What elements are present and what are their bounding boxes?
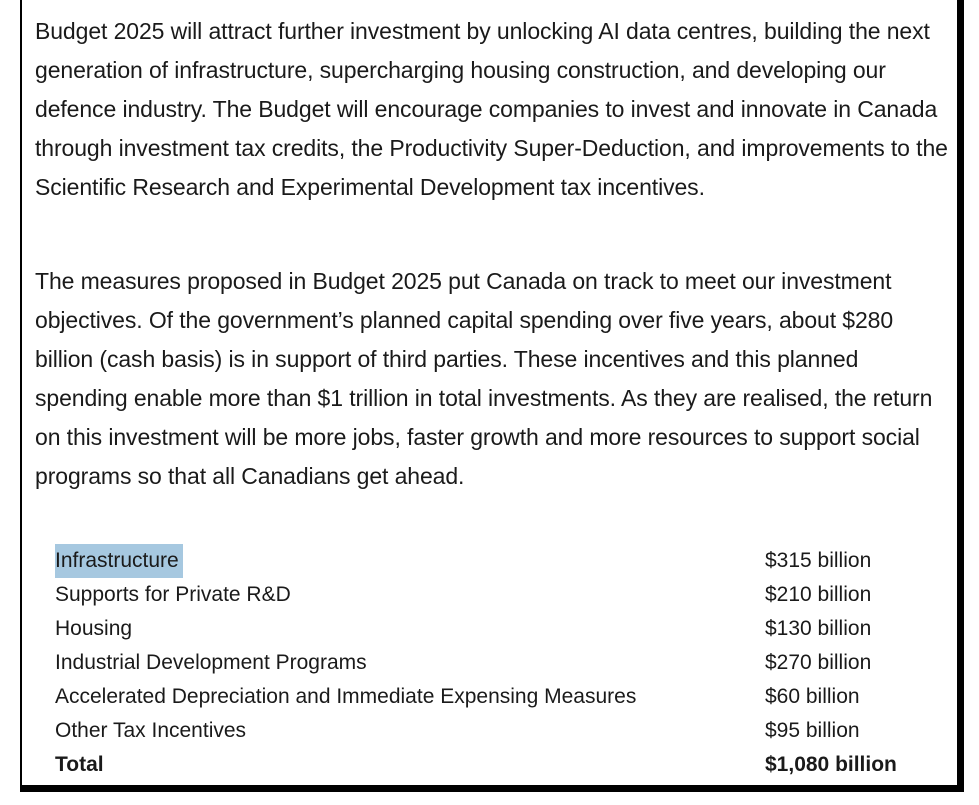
table-row — [55, 612, 935, 646]
table-row — [55, 714, 935, 748]
row-label: Accelerated Depreciation and Immediate Expensing Measures — [55, 685, 637, 708]
row-label: Housing — [55, 617, 133, 640]
row-label: Other Tax Incentives — [55, 719, 247, 742]
row-value: $315 billion — [765, 549, 872, 572]
row-value: $130 billion — [765, 617, 872, 640]
total-label: Total — [55, 753, 104, 776]
row-value: $60 billion — [765, 685, 860, 708]
table-row — [55, 680, 935, 714]
document-frame — [20, 0, 964, 792]
table-row — [55, 578, 935, 612]
paragraph-investment-intro: Budget 2025 will attract further investment by unlocking AI data centres, building the next generation of infrastructure, supercharging housing construction, and developing our defence industry. The Budget will encourage companies to invest and innovate in Canada through investment tax credits, the Productivity Super-Deduction, and improvements to the Scientific Research and Experimental Development tax incentives. — [35, 18, 948, 200]
table-total-row — [55, 748, 935, 782]
row-value: $95 billion — [765, 719, 860, 742]
investment-table — [55, 544, 935, 782]
row-value: $270 billion — [765, 651, 872, 674]
table-row — [55, 646, 935, 680]
row-value: $210 billion — [765, 583, 872, 606]
total-value: $1,080 billion — [765, 753, 897, 776]
paragraph-investment-objectives: The measures proposed in Budget 2025 put Canada on track to meet our investment objectives. Of the government’s planned capital spending over five years, about $280 billion (cash basis) is in support of third parties. These incentives and this planned spending enable more than $1 trillion in total investments. As they are realised, the return on this investment will be more jobs, faster growth and more resources to support social programs so that all Canadians get ahead. — [35, 268, 933, 489]
table-row — [55, 544, 935, 578]
row-label: Industrial Development Programs — [55, 651, 367, 674]
row-label: Supports for Private R&D — [55, 583, 291, 606]
row-label-selected[interactable]: Infrastructure — [55, 544, 183, 578]
